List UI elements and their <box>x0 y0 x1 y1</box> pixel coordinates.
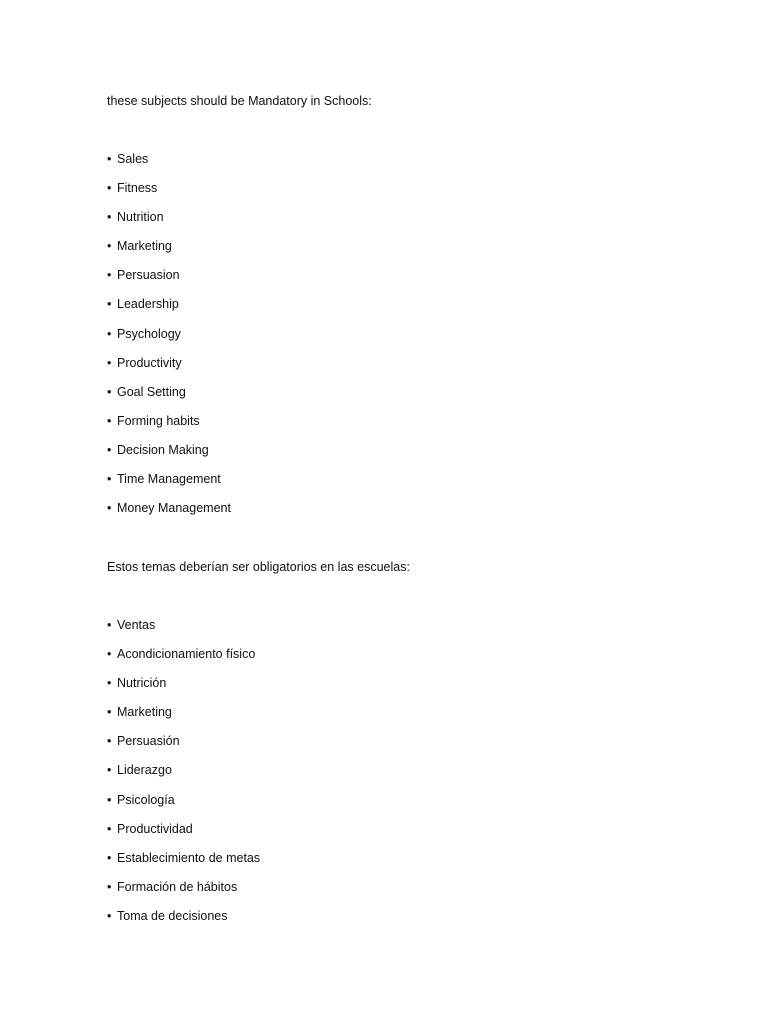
list-item <box>107 735 180 748</box>
english-heading: these subjects should be Mandatory in Schools: <box>107 94 372 108</box>
list-item <box>107 211 164 224</box>
bullet: • <box>107 472 112 486</box>
list-item-text: Decision Making <box>117 443 209 457</box>
bullet: • <box>107 414 112 428</box>
bullet: • <box>107 501 112 515</box>
list-item-text: Ventas <box>117 618 156 632</box>
bullet: • <box>107 443 112 457</box>
bullet: • <box>107 297 112 311</box>
list-item <box>107 415 200 428</box>
list-item-text: Productivity <box>117 356 182 370</box>
bullet: • <box>107 734 112 748</box>
bullet: • <box>107 909 112 923</box>
bullet: • <box>107 676 112 690</box>
list-item-text: Productividad <box>117 822 193 836</box>
list-item <box>107 794 175 807</box>
list-item-text: Acondicionamiento físico <box>117 647 256 661</box>
list-item <box>107 881 237 894</box>
list-item-text: Marketing <box>117 705 172 719</box>
list-item <box>107 823 193 836</box>
list-item-text: Formación de hábitos <box>117 880 238 894</box>
list-item <box>107 269 180 282</box>
bullet: • <box>107 385 112 399</box>
list-item-text: Goal Setting <box>117 385 186 399</box>
list-item-text: Toma de decisiones <box>117 909 228 923</box>
list-item-text: Marketing <box>117 239 172 253</box>
list-item <box>107 648 255 661</box>
bullet: • <box>107 268 112 282</box>
spanish-heading: Estos temas deberían ser obligatorios en las escuelas: <box>107 560 410 574</box>
bullet: • <box>107 152 112 166</box>
list-item <box>107 706 172 719</box>
bullet: • <box>107 763 112 777</box>
list-item-text: Psicología <box>117 793 175 807</box>
list-item <box>107 619 155 632</box>
list-item <box>107 357 182 370</box>
bullet: • <box>107 239 112 253</box>
bullet: • <box>107 793 112 807</box>
bullet: • <box>107 356 112 370</box>
list-item <box>107 153 148 166</box>
list-item <box>107 677 166 690</box>
bullet: • <box>107 181 112 195</box>
list-item <box>107 182 157 195</box>
list-item-text: Nutrición <box>117 676 167 690</box>
list-item-text: Sales <box>117 152 149 166</box>
list-item <box>107 502 231 515</box>
list-item-text: Psychology <box>117 327 181 341</box>
bullet: • <box>107 210 112 224</box>
bullet: • <box>107 822 112 836</box>
bullet: • <box>107 705 112 719</box>
list-item <box>107 852 260 865</box>
list-item-text: Persuasion <box>117 268 180 282</box>
list-item <box>107 444 209 457</box>
list-item-text: Nutrition <box>117 210 164 224</box>
bullet: • <box>107 647 112 661</box>
list-item-text: Establecimiento de metas <box>117 851 261 865</box>
bullet: • <box>107 851 112 865</box>
bullet: • <box>107 618 112 632</box>
list-item <box>107 386 186 399</box>
list-item-text: Fitness <box>117 181 158 195</box>
bullet: • <box>107 327 112 341</box>
list-item-text: Time Management <box>117 472 221 486</box>
list-item <box>107 764 172 777</box>
list-item-text: Persuasión <box>117 734 180 748</box>
list-item <box>107 240 172 253</box>
bullet: • <box>107 880 112 894</box>
list-item-text: Liderazgo <box>117 763 172 777</box>
list-item <box>107 473 221 486</box>
list-item <box>107 328 181 341</box>
list-item <box>107 298 179 311</box>
list-item-text: Forming habits <box>117 414 200 428</box>
list-item-text: Money Management <box>117 501 231 515</box>
list-item-text: Leadership <box>117 297 179 311</box>
list-item <box>107 910 227 923</box>
